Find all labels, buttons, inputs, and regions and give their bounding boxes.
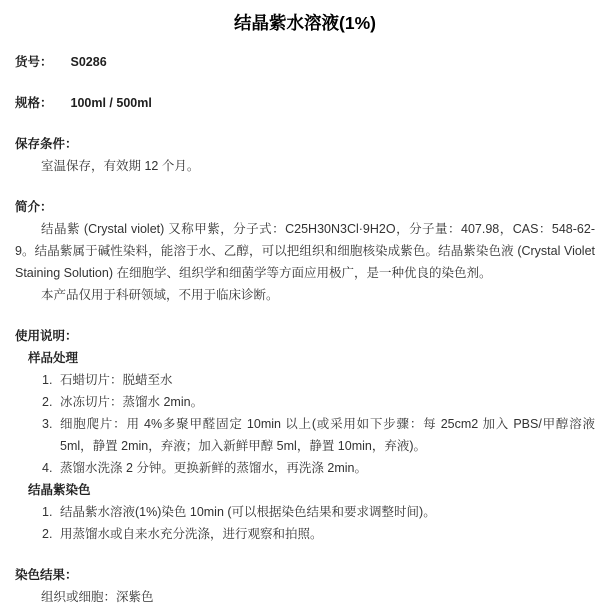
introduction-section bbox=[15, 196, 595, 306]
result-heading: 染色结果： bbox=[15, 568, 78, 582]
page-title: 结晶紫水溶液(1%) bbox=[234, 13, 376, 33]
step-number: 1. bbox=[42, 373, 53, 387]
storage-body: 室温保存，有效期 12 个月。 bbox=[41, 159, 200, 173]
step-number: 3. bbox=[42, 417, 53, 431]
specification-label: 规格： bbox=[15, 96, 53, 110]
specification-value: 100ml / 500ml bbox=[70, 96, 152, 110]
storage-heading: 保存条件： bbox=[15, 137, 78, 151]
instructions-section bbox=[15, 325, 595, 545]
step-text: 冰冻切片：蒸馏水 2min。 bbox=[60, 395, 204, 409]
step-text: 用蒸馏水或自来水充分洗涤，进行观察和拍照。 bbox=[60, 527, 323, 541]
result-body: 组织或细胞：深紫色 bbox=[41, 590, 154, 604]
sample-prep-step-4 bbox=[15, 457, 595, 479]
sample-prep-step-3 bbox=[15, 413, 595, 457]
sample-prep-step-2 bbox=[15, 391, 595, 413]
catalog-number-value: S0286 bbox=[70, 55, 107, 69]
instructions-heading: 使用说明： bbox=[15, 329, 78, 343]
step-number: 2. bbox=[42, 527, 53, 541]
catalog-number-label: 货号： bbox=[15, 55, 53, 69]
staining-step-2 bbox=[15, 523, 595, 545]
staining-subheading: 结晶紫染色 bbox=[28, 483, 91, 497]
step-number: 2. bbox=[42, 395, 53, 409]
step-number: 4. bbox=[42, 461, 53, 475]
sample-prep-subheading: 样品处理 bbox=[28, 351, 79, 365]
introduction-paragraph-2: 本产品仅用于科研领域，不用于临床诊断。 bbox=[41, 288, 279, 302]
result-section bbox=[15, 564, 595, 608]
step-text: 蒸馏水洗涤 2 分钟。更换新鲜的蒸馏水，再洗涤 2min。 bbox=[60, 461, 367, 475]
specification-row bbox=[15, 92, 595, 114]
storage-section bbox=[15, 133, 595, 177]
introduction-paragraph-1: 结晶紫 (Crystal violet) 又称甲紫，分子式：C25H30N3Cl·9H2O，分子量：407.98，CAS：548-62-9。结晶紫属于碱性染料，能溶于水、乙醇，可以把组织和细胞核染成紫色。结晶紫染色液 (Crystal Violet Staining Solution) 在细胞学、组织学和细菌学等方面应用极广，是一种优良的染色剂。 bbox=[15, 222, 595, 280]
step-text: 石蜡切片：脱蜡至水 bbox=[60, 373, 173, 387]
step-number: 1. bbox=[42, 505, 53, 519]
staining-step-1 bbox=[15, 501, 595, 523]
catalog-number-row bbox=[15, 51, 595, 73]
introduction-heading: 简介： bbox=[15, 200, 53, 214]
sample-prep-step-1 bbox=[15, 369, 595, 391]
step-text: 细胞爬片：用 4%多聚甲醛固定 10min 以上(或采用如下步骤：每 25cm2 加入 PBS/甲醇溶液 5ml，静置 2min，弃液；加入新鲜甲醇 5ml，静置 10min，弃液)。 bbox=[60, 417, 595, 453]
step-text: 结晶紫水溶液(1%)染色 10min (可以根据染色结果和要求调整时间)。 bbox=[60, 505, 436, 519]
